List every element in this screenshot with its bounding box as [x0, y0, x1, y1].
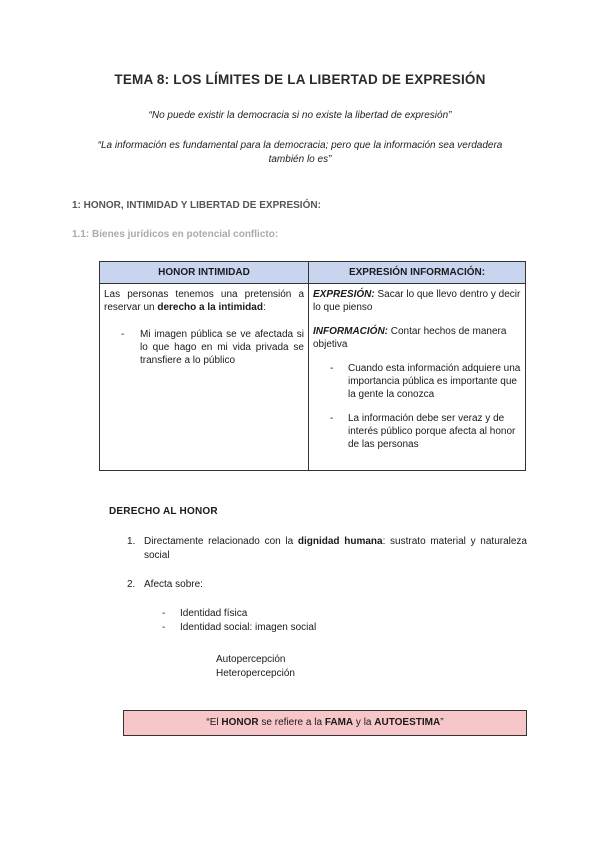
quote-information: [0, 139, 600, 167]
table-cell-honor: [100, 284, 309, 471]
sub-item-identidad-social: - Identidad social: imagen social: [162, 622, 317, 633]
autoestima-term: AUTOESTIMA: [374, 717, 441, 728]
sub-item-identidad-fisica: - Identidad física: [162, 608, 248, 619]
quote-information-line2: también lo es”: [268, 154, 332, 165]
expresion-definition: EXPRESIÓN: Sacar lo que llevo dentro y decir lo que pienso: [313, 289, 521, 313]
list-item: - Mi imagen pública se ve afectada si lo que hago en mi vida privada se transfiere a lo público: [121, 329, 304, 366]
heteropercepcion-text: Heteropercepción: [216, 668, 295, 679]
table-cell-expresion: [309, 284, 526, 471]
honor-callout-box: “El HONOR se refiere a la FAMA y la AUTOESTIMA”: [123, 710, 527, 736]
derecho-intimidad-term: derecho a la intimidad: [157, 302, 263, 313]
autopercepcion-text: Autopercepción: [216, 654, 286, 665]
quote-democracy: “No puede existir la democracia si no existe la libertad de expresión”: [148, 110, 452, 121]
informacion-label: INFORMACIÓN:: [313, 326, 388, 337]
section-heading-honor-intimidad: 1: HONOR, INTIMIDAD Y LIBERTAD DE EXPRESIÓN:: [72, 200, 321, 211]
fama-term: FAMA: [324, 717, 354, 728]
quote-information-line1: “La información es fundamental para la democracia; pero que la información sea verdadera: [97, 140, 503, 151]
table-header-row: [100, 262, 526, 284]
dignidad-humana-term: dignidad humana: [297, 536, 383, 547]
informacion-definition: INFORMACIÓN: Contar hechos de manera objetiva: [313, 326, 507, 350]
table-header-honor: HONOR INTIMIDAD: [100, 262, 309, 284]
page-title: TEMA 8: LOS LÍMITES DE LA LIBERTAD DE EXPRESIÓN: [114, 72, 486, 87]
table-row: [100, 284, 526, 471]
conflict-table: [99, 261, 526, 471]
numbered-item-1: 1. Directamente relacionado con la dignidad humana: sustrato material y naturaleza social: [127, 536, 527, 561]
expresion-label: EXPRESIÓN:: [313, 289, 375, 300]
table-header-expresion: EXPRESIÓN INFORMACIÓN:: [309, 262, 526, 284]
subsection-heading-bienes: 1.1: Bienes jurídicos en potencial conflicto:: [72, 229, 279, 240]
honor-intro: Las personas tenemos una pretensión a reservar un derecho a la intimidad:: [104, 289, 304, 313]
list-item: - La información debe ser veraz y de interés público porque afecta al honor de las personas: [330, 413, 516, 450]
honor-term: HONOR: [221, 717, 259, 728]
section-heading-derecho-honor: DERECHO AL HONOR: [109, 506, 218, 517]
numbered-item-2: 2. Afecta sobre:: [127, 579, 203, 590]
list-item: - Cuando esta información adquiere una importancia pública es importante que la gente la conozca: [330, 363, 521, 400]
